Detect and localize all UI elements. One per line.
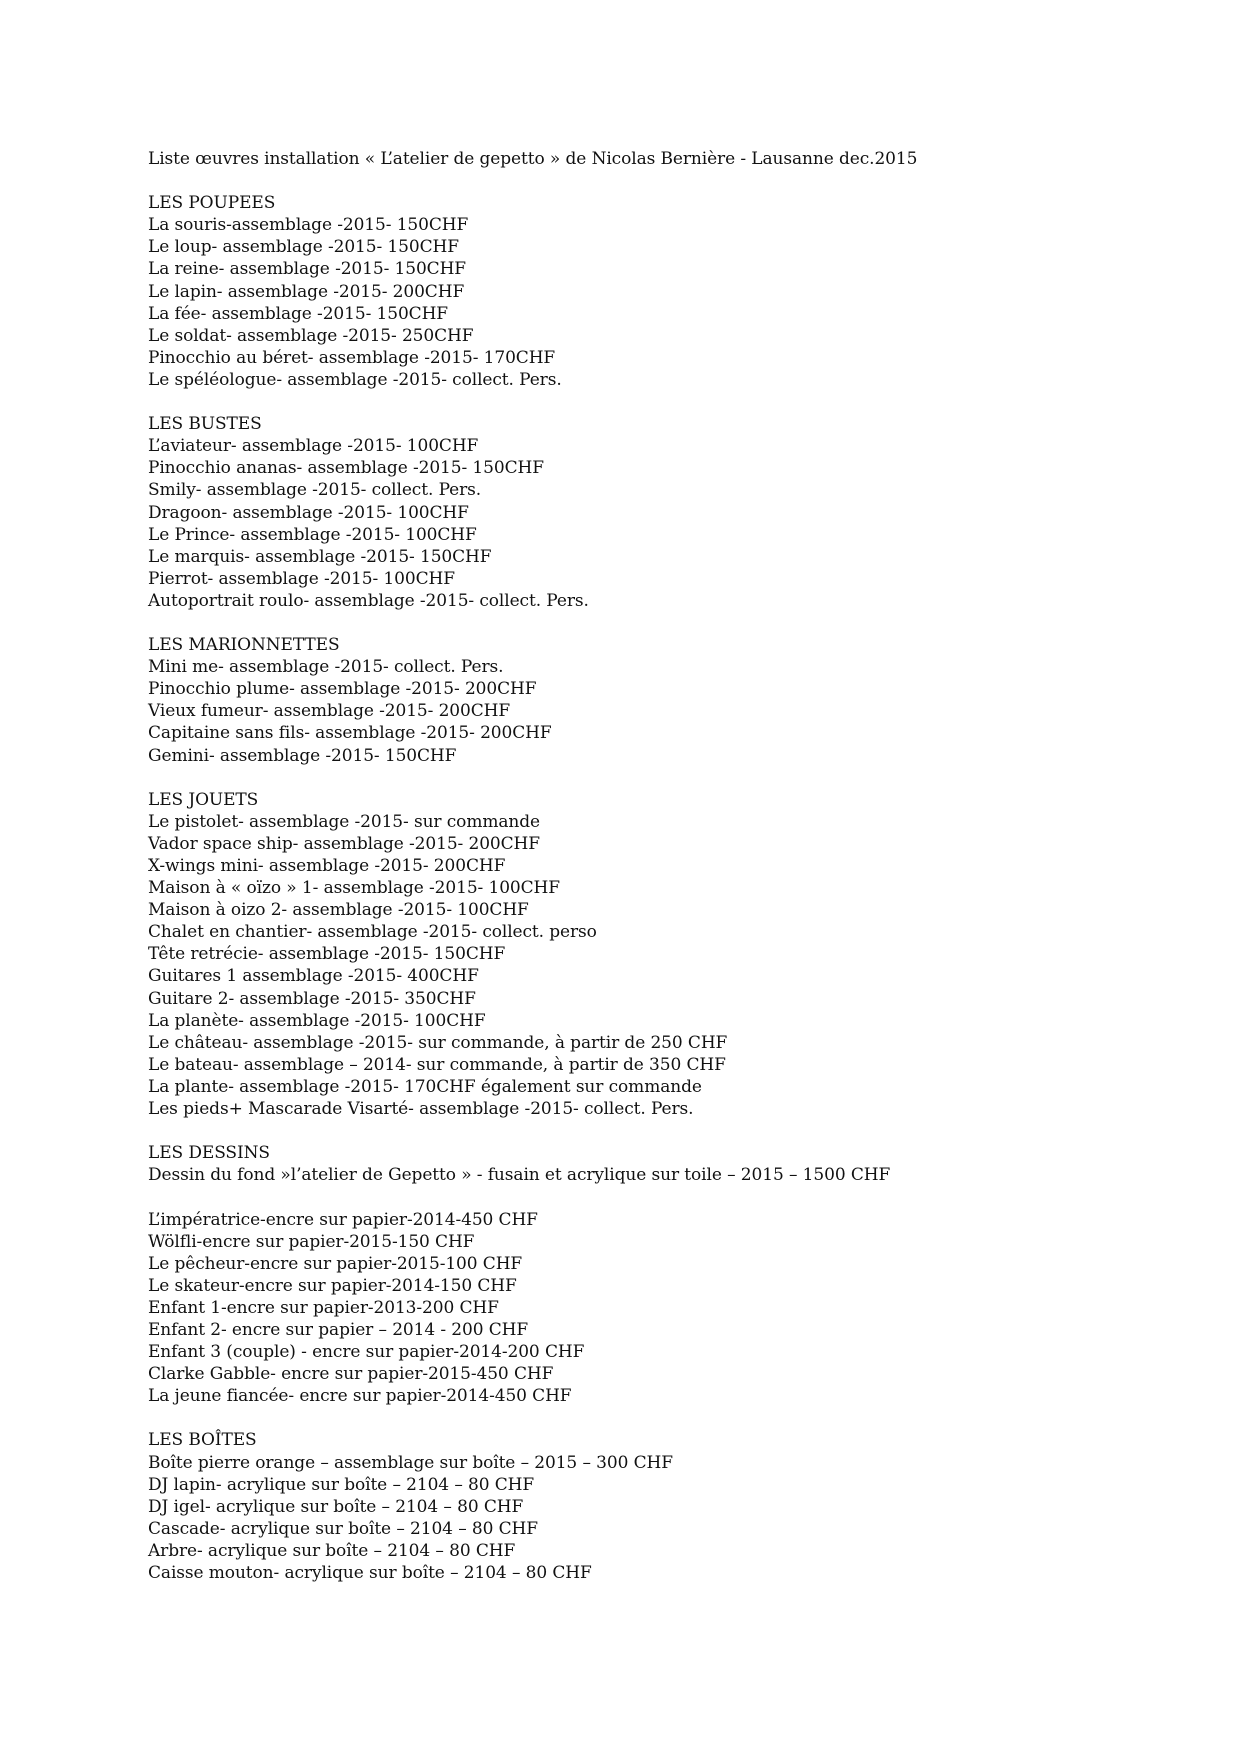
list-item: Caisse mouton- acrylique sur boîte – 2104 – 80 CHF [148,1563,592,1583]
list-item: Enfant 2- encre sur papier – 2014 - 200 CHF [148,1319,529,1340]
list-item: Dessin du fond »l’atelier de Gepetto » - fusain et acrylique sur toile – 2015 – 1500 CHF [148,1165,891,1186]
section-dessins [148,1142,1148,1407]
list-item: Tête retrécie- assemblage -2015- 150CHF [148,944,506,965]
list-item: Pierrot- assemblage -2015- 100CHF [148,568,455,589]
spacer [148,1120,1148,1142]
section-heading: LES POUPEES [148,193,276,214]
list-item: Enfant 1-encre sur papier-2013-200 CHF [148,1297,499,1318]
list-item: Cascade- acrylique sur boîte – 2104 – 80 CHF [148,1518,538,1539]
list-item: Guitare 2- assemblage -2015- 350CHF [148,988,476,1009]
list-item: Le pêcheur-encre sur papier-2015-100 CHF [148,1253,523,1274]
section-bustes [148,413,1148,612]
list-item: L’impératrice-encre sur papier-2014-450 CHF [148,1209,538,1230]
list-item: Le loup- assemblage -2015- 150CHF [148,237,459,258]
list-item: Le bateau- assemblage – 2014- sur commande, à partir de 350 CHF [148,1054,726,1075]
list-item: Le pistolet- assemblage -2015- sur commande [148,811,540,832]
section-heading: LES BUSTES [148,414,262,435]
list-item: La plante- assemblage -2015- 170CHF également sur commande [148,1076,702,1097]
list-item: Vieux fumeur- assemblage -2015- 200CHF [148,701,511,722]
list-item: La reine- assemblage -2015- 150CHF [148,259,467,280]
list-item: Le marquis- assemblage -2015- 150CHF [148,546,492,567]
list-item: Dragoon- assemblage -2015- 100CHF [148,502,469,523]
spacer [148,1186,1148,1208]
list-item: Arbre- acrylique sur boîte – 2104 – 80 CHF [148,1540,516,1561]
section-marionnettes [148,634,1148,767]
spacer [148,1407,1148,1429]
list-item: Le lapin- assemblage -2015- 200CHF [148,281,465,302]
list-item: Mini me- assemblage -2015- collect. Pers. [148,657,504,678]
section-heading: LES DESSINS [148,1143,270,1164]
section-heading: LES MARIONNETTES [148,635,340,656]
document-page [148,148,1148,1584]
section-poupees [148,192,1148,391]
list-item: L’aviateur- assemblage -2015- 100CHF [148,436,479,457]
list-item: Les pieds+ Mascarade Visarté- assemblage -2015- collect. Pers. [148,1099,694,1120]
list-item: Le skateur-encre sur papier-2014-150 CHF [148,1275,517,1296]
list-item: La jeune fiancée- encre sur papier-2014-450 CHF [148,1386,572,1407]
list-item: Le soldat- assemblage -2015- 250CHF [148,325,474,346]
spacer [148,170,1148,192]
list-item: Gemini- assemblage -2015- 150CHF [148,745,457,766]
list-item: Autoportrait roulo- assemblage -2015- collect. Pers. [148,590,589,611]
spacer [148,612,1148,634]
section-jouets [148,789,1148,1120]
list-item: Wölfli-encre sur papier-2015-150 CHF [148,1231,475,1252]
list-item: Clarke Gabble- encre sur papier-2015-450 CHF [148,1364,554,1385]
list-item: Guitares 1 assemblage -2015- 400CHF [148,966,479,987]
list-item: La planète- assemblage -2015- 100CHF [148,1010,486,1031]
list-item: Boîte pierre orange – assemblage sur boîte – 2015 – 300 CHF [148,1452,673,1473]
list-item: Le spéléologue- assemblage -2015- collect. Pers. [148,369,562,390]
list-item: X-wings mini- assemblage -2015- 200CHF [148,856,506,876]
list-item: Maison à « oïzo » 1- assemblage -2015- 100CHF [148,878,560,899]
list-item: La fée- assemblage -2015- 150CHF [148,303,448,324]
section-heading: LES BOÎTES [148,1430,257,1451]
list-item: Capitaine sans fils- assemblage -2015- 200CHF [148,723,552,744]
list-item: Maison à oizo 2- assemblage -2015- 100CHF [148,900,529,921]
list-item: Le Prince- assemblage -2015- 100CHF [148,524,477,545]
list-item: DJ lapin- acrylique sur boîte – 2104 – 80 CHF [148,1474,535,1495]
spacer [148,391,1148,413]
list-item: Smily- assemblage -2015- collect. Pers. [148,480,482,501]
list-item: Enfant 3 (couple) - encre sur papier-2014-200 CHF [148,1342,585,1363]
section-boites [148,1429,1148,1584]
list-item: Pinocchio ananas- assemblage -2015- 150CHF [148,458,544,479]
list-item: Pinocchio plume- assemblage -2015- 200CHF [148,679,537,700]
list-item: La souris-assemblage -2015- 150CHF [148,215,469,236]
list-item: Chalet en chantier- assemblage -2015- collect. perso [148,922,597,943]
list-item: Vador space ship- assemblage -2015- 200CHF [148,833,540,854]
list-item: DJ igel- acrylique sur boîte – 2104 – 80 CHF [148,1496,524,1517]
list-item: Le château- assemblage -2015- sur commande, à partir de 250 CHF [148,1032,728,1053]
list-item: Pinocchio au béret- assemblage -2015- 170CHF [148,347,556,368]
spacer [148,767,1148,789]
section-heading: LES JOUETS [148,789,259,810]
document-title: Liste œuvres installation « L’atelier de gepetto » de Nicolas Bernière - Lausanne dec.2015 [148,149,918,169]
